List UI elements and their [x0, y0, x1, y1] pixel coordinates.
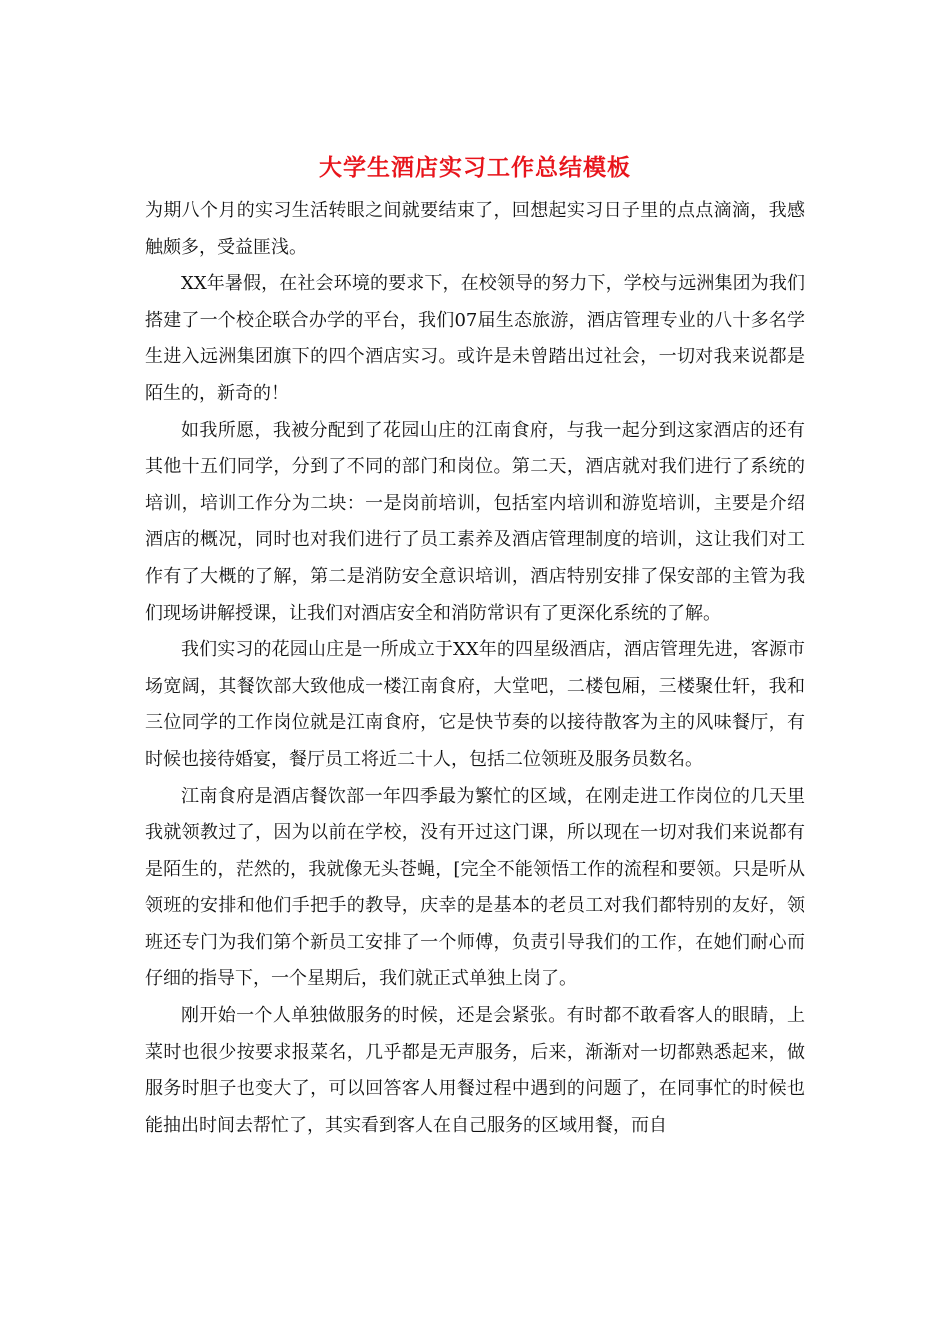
paragraph-intro: 为期八个月的实习生活转眼之间就要结束了，回想起实习日子里的点点滴滴，我感触颇多，受益匪浅。 — [145, 200, 805, 258]
document-body — [145, 193, 805, 1144]
document-title: 大学生酒店实习工作总结模板 — [319, 154, 631, 181]
paragraph-assignment: 如我所愿，我被分配到了花园山庄的江南食府，与我一起分到这家酒店的还有其他十五们同学，分到了不同的部门和岗位。第二天，酒店就对我们进行了系统的培训，培训工作分为二块：一是岗前培训，包括室内培训和游览培训，主要是介绍酒店的概况，同时也对我们进行了员工素养及酒店管理制度的培训，这让我们对工作有了大概的了解，第二是消防安全意识培训，酒店特别安排了保安部的主管为我们现场讲解授课，让我们对酒店安全和消防常识有了更深化系统的了解。 — [145, 419, 805, 624]
paragraph-background: XX年暑假，在社会环境的要求下，在校领导的努力下，学校与远洲集团为我们搭建了一个校企联合办学的平台，我们07届生态旅游，酒店管理专业的八十多名学生进入远洲集团旗下的四个酒店实习。或许是未曾踏出过社会，一切对我来说都是陌生的，新奇的！ — [145, 273, 805, 404]
paragraph-hotel-intro: 我们实习的花园山庄是一所成立于XX年的四星级酒店，酒店管理先进，客源市场宽阔，其餐饮部大致他成一楼江南食府，大堂吧，二楼包厢，三楼聚仕轩，我和三位同学的工作岗位就是江南食府，它是快节奏的以接待散客为主的风味餐厅，有时候也接待婚宴，餐厅员工将近二十人，包括二位领班及服务员数名。 — [145, 639, 805, 770]
paragraph-solo-service: 刚开始一个人单独做服务的时候，还是会紧张。有时都不敢看客人的眼睛，上菜时也很少按要求报菜名，几乎都是无声服务，后来，渐渐对一切都熟悉起来，做服务时胆子也变大了，可以回答客人用餐过程中遇到的问题了，在同事忙的时候也能抽出时间去帮忙了，其实看到客人在自己服务的区域用餐，而自 — [145, 1005, 805, 1136]
paragraph-early-work: 江南食府是酒店餐饮部一年四季最为繁忙的区域，在刚走进工作岗位的几天里我就领教过了，因为以前在学校，没有开过这门课，所以现在一切对我们来说都有是陌生的，茫然的，我就像无头苍蝇，[完全不能领悟工作的流程和要领。只是听从领班的安排和他们手把手的教导，庆幸的是基本的老员工对我们都特别的友好，领班还专门为我们第个新员工安排了一个师傅，负责引导我们的工作，在她们耐心而仔细的指导下，一个星期后，我们就正式单独上岗了。 — [145, 785, 805, 990]
